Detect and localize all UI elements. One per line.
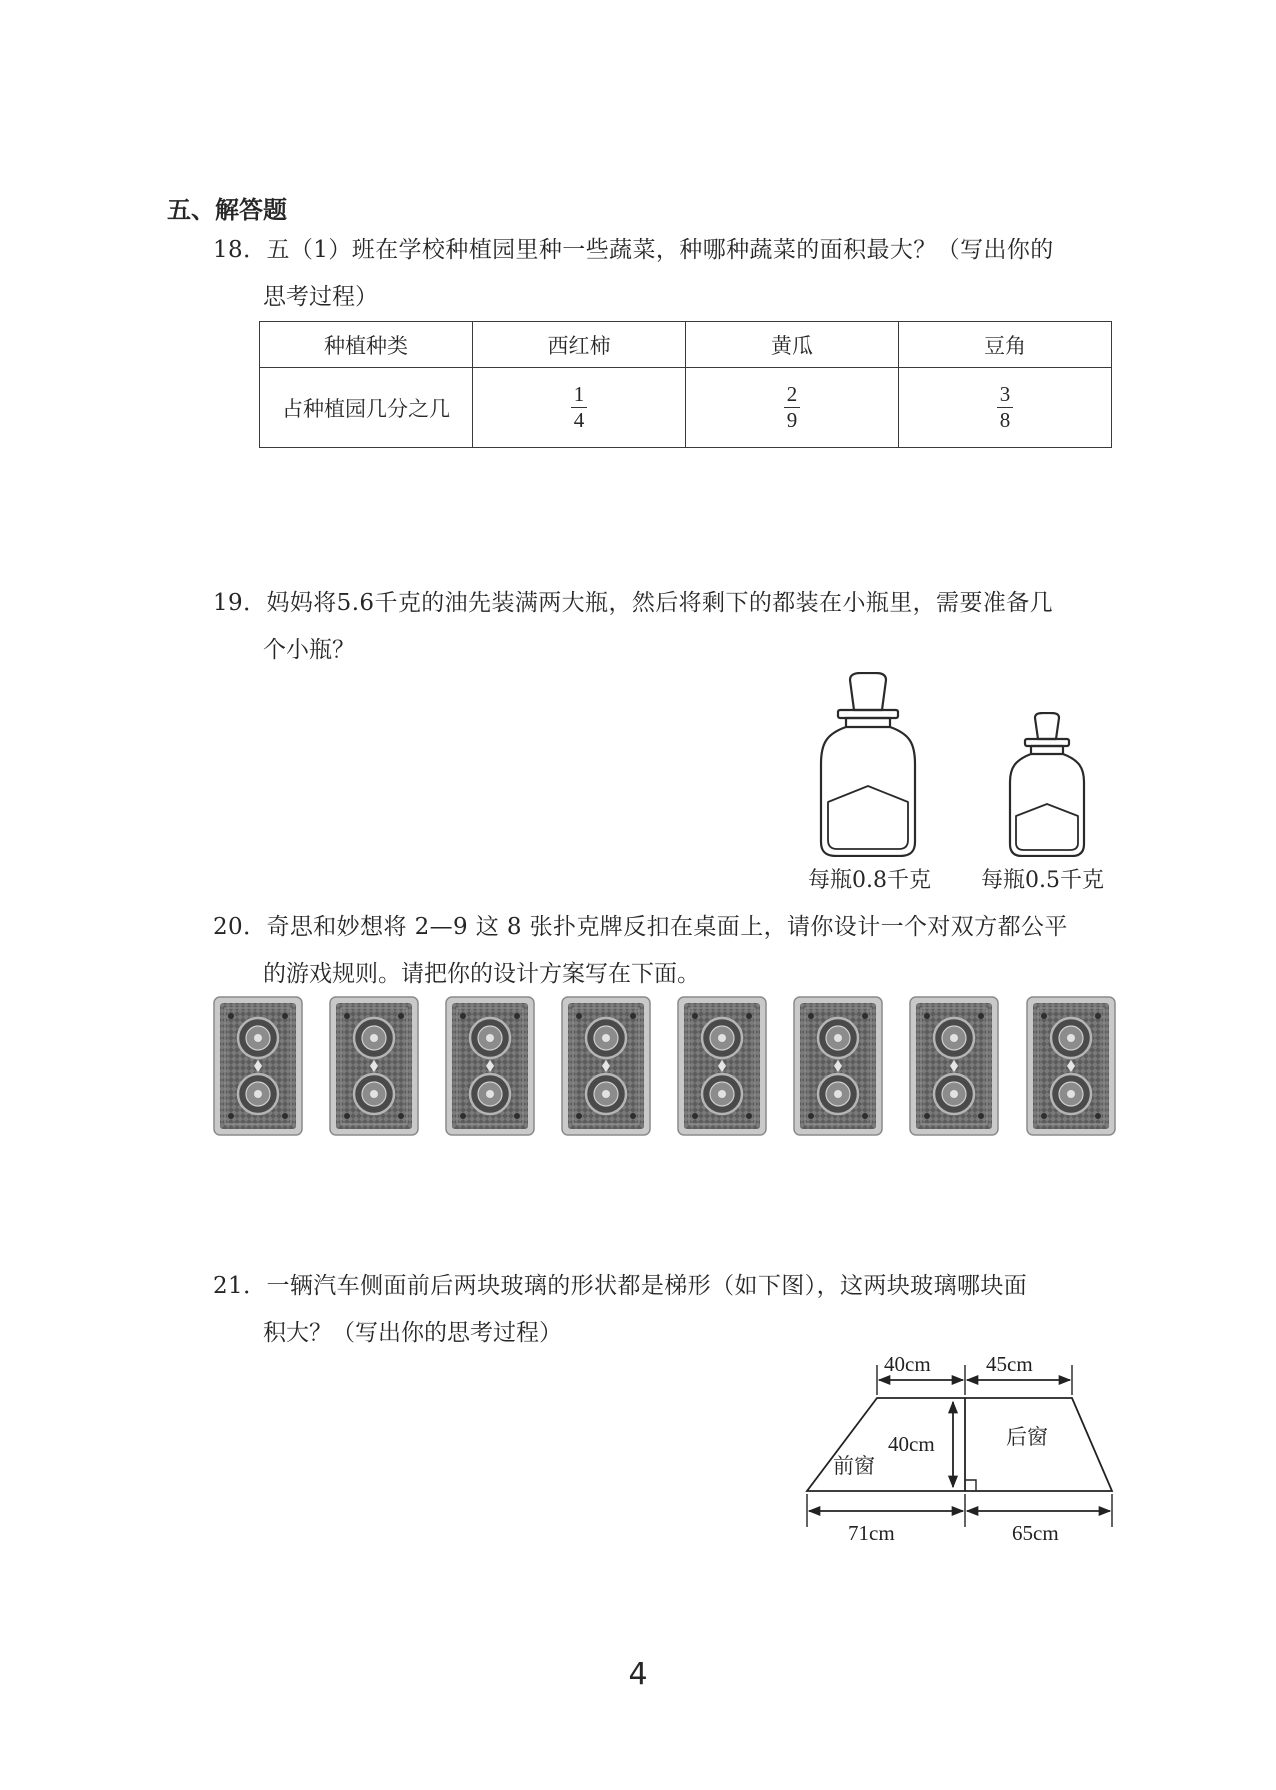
fraction-numerator: 3 xyxy=(997,382,1014,408)
fraction-cell xyxy=(473,368,686,448)
large-bottle-caption: 每瓶0.8千克 xyxy=(808,868,931,893)
question-18 xyxy=(213,227,1113,321)
fraction-denominator: 8 xyxy=(999,408,1011,432)
table-header-row xyxy=(260,322,1112,368)
rear-window-label: 后窗 xyxy=(1006,1425,1048,1449)
table-row xyxy=(260,368,1112,448)
fraction-cell xyxy=(899,368,1112,448)
table-header-cell: 西红柿 xyxy=(473,322,686,368)
front-bottom-label: 71cm xyxy=(848,1521,895,1545)
question-20-line-2: 的游戏规则。请把你的设计方案写在下面。 xyxy=(263,961,700,987)
question-20 xyxy=(213,904,1113,998)
small-bottle-illustration xyxy=(1007,712,1087,857)
vegetable-fraction-table xyxy=(259,321,1112,448)
fraction xyxy=(571,382,588,433)
fraction-denominator: 9 xyxy=(786,408,798,432)
rear-top-label: 45cm xyxy=(986,1355,1033,1376)
question-21-line-1: 21．一辆汽车侧面前后两块玻璃的形状都是梯形（如下图），这两块玻璃哪块面 xyxy=(213,1273,1028,1299)
table-header-cell: 黄瓜 xyxy=(686,322,899,368)
height-label: 40cm xyxy=(888,1432,935,1456)
question-19 xyxy=(213,580,1113,674)
table-header-cell: 豆角 xyxy=(899,322,1112,368)
front-top-label: 40cm xyxy=(884,1355,931,1376)
fraction-denominator: 4 xyxy=(573,408,585,432)
large-bottle-illustration xyxy=(818,672,918,857)
question-18-line-1: 18．五（1）班在学校种植园里种一些蔬菜，种哪种蔬菜的面积最大？（写出你的 xyxy=(213,237,1054,263)
card-back xyxy=(793,996,883,1136)
card-row xyxy=(213,996,1116,1136)
card-back xyxy=(329,996,419,1136)
question-19-line-2: 个小瓶？ xyxy=(263,637,355,663)
fraction-numerator: 1 xyxy=(571,382,588,408)
fraction xyxy=(997,382,1014,433)
question-21-line-2: 积大？（写出你的思考过程） xyxy=(263,1320,562,1346)
table-row-label: 占种植园几分之几 xyxy=(260,368,473,448)
card-back xyxy=(213,996,303,1136)
fraction-numerator: 2 xyxy=(784,382,801,408)
right-angle-mark xyxy=(965,1480,976,1491)
question-19-line-1: 19．妈妈将5.6千克的油先装满两大瓶，然后将剩下的都装在小瓶里，需要准备几 xyxy=(213,590,1054,616)
table-header-cell: 种植种类 xyxy=(260,322,473,368)
fraction-cell xyxy=(686,368,899,448)
fraction xyxy=(784,382,801,433)
small-bottle-caption: 每瓶0.5千克 xyxy=(981,868,1104,893)
page-number: 4 xyxy=(628,1657,648,1692)
card-back xyxy=(909,996,999,1136)
car-window-diagram xyxy=(790,1355,1120,1555)
question-20-line-1: 20．奇思和妙想将 2—9 这 8 张扑克牌反扣在桌面上，请你设计一个对双方都公平 xyxy=(213,914,1068,940)
question-18-line-2: 思考过程） xyxy=(263,284,378,310)
front-window-label: 前窗 xyxy=(833,1454,875,1478)
question-21 xyxy=(213,1263,1113,1357)
card-back xyxy=(561,996,651,1136)
rear-bottom-label: 65cm xyxy=(1012,1521,1059,1545)
card-back xyxy=(677,996,767,1136)
section-title: 五、解答题 xyxy=(167,196,287,224)
card-back xyxy=(445,996,535,1136)
card-back xyxy=(1026,996,1116,1136)
